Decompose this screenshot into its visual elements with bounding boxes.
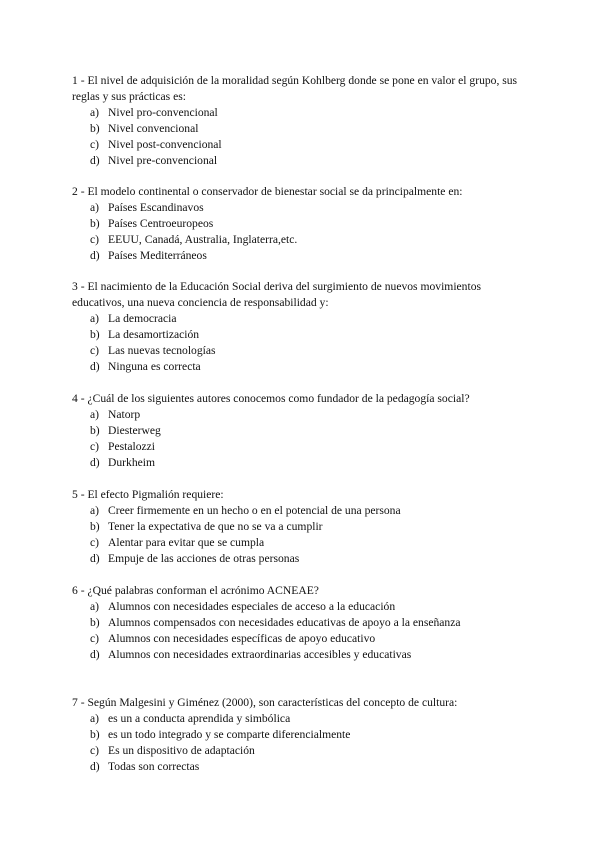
option-text: Nivel convencional bbox=[108, 122, 199, 135]
option-c bbox=[72, 743, 532, 759]
option-text: es un a conducta aprendida y simbólica bbox=[108, 712, 291, 725]
question-text: 7 - Según Malgesini y Giménez (2000), son características del concepto de cultura: bbox=[72, 696, 458, 709]
question-2 bbox=[72, 184, 532, 264]
option-letter: d) bbox=[90, 552, 100, 565]
option-letter: a) bbox=[90, 408, 100, 421]
option-letter: b) bbox=[90, 616, 100, 629]
option-letter: c) bbox=[90, 744, 100, 757]
option-text: Países Mediterráneos bbox=[108, 249, 207, 262]
option-text: Durkheim bbox=[108, 456, 156, 469]
option-letter: b) bbox=[90, 328, 100, 341]
options-list bbox=[72, 503, 532, 567]
option-c bbox=[72, 535, 532, 551]
option-b bbox=[72, 423, 532, 439]
question-text: 5 - El efecto Pigmalión requiere: bbox=[72, 488, 224, 501]
option-d bbox=[72, 455, 532, 471]
option-a bbox=[72, 200, 532, 216]
option-d bbox=[72, 153, 532, 169]
option-a bbox=[72, 599, 532, 615]
option-b bbox=[72, 615, 532, 631]
option-letter: b) bbox=[90, 728, 100, 741]
option-letter: a) bbox=[90, 600, 100, 613]
option-c bbox=[72, 137, 532, 153]
option-d bbox=[72, 248, 532, 264]
option-text: Ninguna es correcta bbox=[108, 360, 201, 373]
option-b bbox=[72, 519, 532, 535]
question-5 bbox=[72, 487, 532, 567]
option-text: Alumnos compensados con necesidades educativas de apoyo a la enseñanza bbox=[108, 616, 461, 629]
option-letter: a) bbox=[90, 312, 100, 325]
option-text: Nivel post-convencional bbox=[108, 138, 222, 151]
option-a bbox=[72, 503, 532, 519]
question-1 bbox=[72, 73, 532, 169]
options-list bbox=[72, 105, 532, 169]
option-d bbox=[72, 759, 532, 775]
option-letter: d) bbox=[90, 249, 100, 262]
options-list bbox=[72, 200, 532, 264]
question-7 bbox=[72, 695, 532, 775]
option-letter: b) bbox=[90, 424, 100, 437]
option-b bbox=[72, 216, 532, 232]
option-text: Tener la expectativa de que no se va a cumplir bbox=[108, 520, 323, 533]
option-letter: b) bbox=[90, 122, 100, 135]
question-4 bbox=[72, 391, 532, 471]
options-list bbox=[72, 311, 532, 375]
option-text: Alumnos con necesidades específicas de apoyo educativo bbox=[108, 632, 376, 645]
option-text: EEUU, Canadá, Australia, Inglaterra,etc. bbox=[108, 233, 298, 246]
question-text: 6 - ¿Qué palabras conforman el acrónimo ACNEAE? bbox=[72, 584, 319, 597]
option-letter: a) bbox=[90, 504, 100, 517]
option-text: Todas son correctas bbox=[108, 760, 200, 773]
option-letter: d) bbox=[90, 456, 100, 469]
option-a bbox=[72, 407, 532, 423]
option-text: La democracia bbox=[108, 312, 177, 325]
option-text: Países Centroeuropeos bbox=[108, 217, 214, 230]
option-d bbox=[72, 647, 532, 663]
option-a bbox=[72, 105, 532, 121]
option-text: Alumnos con necesidades extraordinarias accesibles y educativas bbox=[108, 648, 412, 661]
question-text: 1 - El nivel de adquisición de la moralidad según Kohlberg donde se pone en valor el grupo, sus reglas y sus prácticas es: bbox=[72, 74, 518, 103]
option-b bbox=[72, 121, 532, 137]
options-list bbox=[72, 711, 532, 775]
option-letter: a) bbox=[90, 201, 100, 214]
options-list bbox=[72, 599, 532, 663]
option-text: Es un dispositivo de adaptación bbox=[108, 744, 255, 757]
option-text: Las nuevas tecnologías bbox=[108, 344, 216, 357]
option-letter: c) bbox=[90, 536, 100, 549]
option-text: Diesterweg bbox=[108, 424, 161, 437]
option-a bbox=[72, 311, 532, 327]
question-text: 3 - El nacimiento de la Educación Social deriva del surgimiento de nuevos movimientos educativos, una nueva conciencia de responsabilidad y: bbox=[72, 280, 482, 309]
option-c bbox=[72, 631, 532, 647]
option-letter: d) bbox=[90, 648, 100, 661]
option-d bbox=[72, 551, 532, 567]
option-letter: b) bbox=[90, 217, 100, 230]
option-c bbox=[72, 343, 532, 359]
option-text: Creer firmemente en un hecho o en el potencial de una persona bbox=[108, 504, 401, 517]
option-letter: d) bbox=[90, 360, 100, 373]
option-letter: d) bbox=[90, 154, 100, 167]
option-text: La desamortización bbox=[108, 328, 200, 341]
option-letter: c) bbox=[90, 233, 100, 246]
option-text: Alentar para evitar que se cumpla bbox=[108, 536, 265, 549]
question-6 bbox=[72, 583, 532, 663]
option-text: Empuje de las acciones de otras personas bbox=[108, 552, 300, 565]
option-b bbox=[72, 727, 532, 743]
option-letter: d) bbox=[90, 760, 100, 773]
option-text: Pestalozzi bbox=[108, 440, 156, 453]
option-a bbox=[72, 711, 532, 727]
option-d bbox=[72, 359, 532, 375]
option-text: Nivel pre-convencional bbox=[108, 154, 218, 167]
question-3 bbox=[72, 279, 532, 375]
option-letter: c) bbox=[90, 632, 100, 645]
option-letter: c) bbox=[90, 440, 100, 453]
option-text: Países Escandinavos bbox=[108, 201, 204, 214]
option-b bbox=[72, 327, 532, 343]
option-c bbox=[72, 439, 532, 455]
option-text: Natorp bbox=[108, 408, 141, 421]
options-list bbox=[72, 407, 532, 471]
option-c bbox=[72, 232, 532, 248]
question-text: 4 - ¿Cuál de los siguientes autores conocemos como fundador de la pedagogía social? bbox=[72, 392, 470, 405]
option-letter: a) bbox=[90, 106, 100, 119]
option-letter: c) bbox=[90, 344, 100, 357]
question-text: 2 - El modelo continental o conservador de bienestar social se da principalmente en: bbox=[72, 185, 463, 198]
option-letter: b) bbox=[90, 520, 100, 533]
option-letter: a) bbox=[90, 712, 100, 725]
option-text: es un todo integrado y se comparte diferencialmente bbox=[108, 728, 351, 741]
option-text: Alumnos con necesidades especiales de acceso a la educación bbox=[108, 600, 396, 613]
option-letter: c) bbox=[90, 138, 100, 151]
option-text: Nivel pro-convencional bbox=[108, 106, 218, 119]
